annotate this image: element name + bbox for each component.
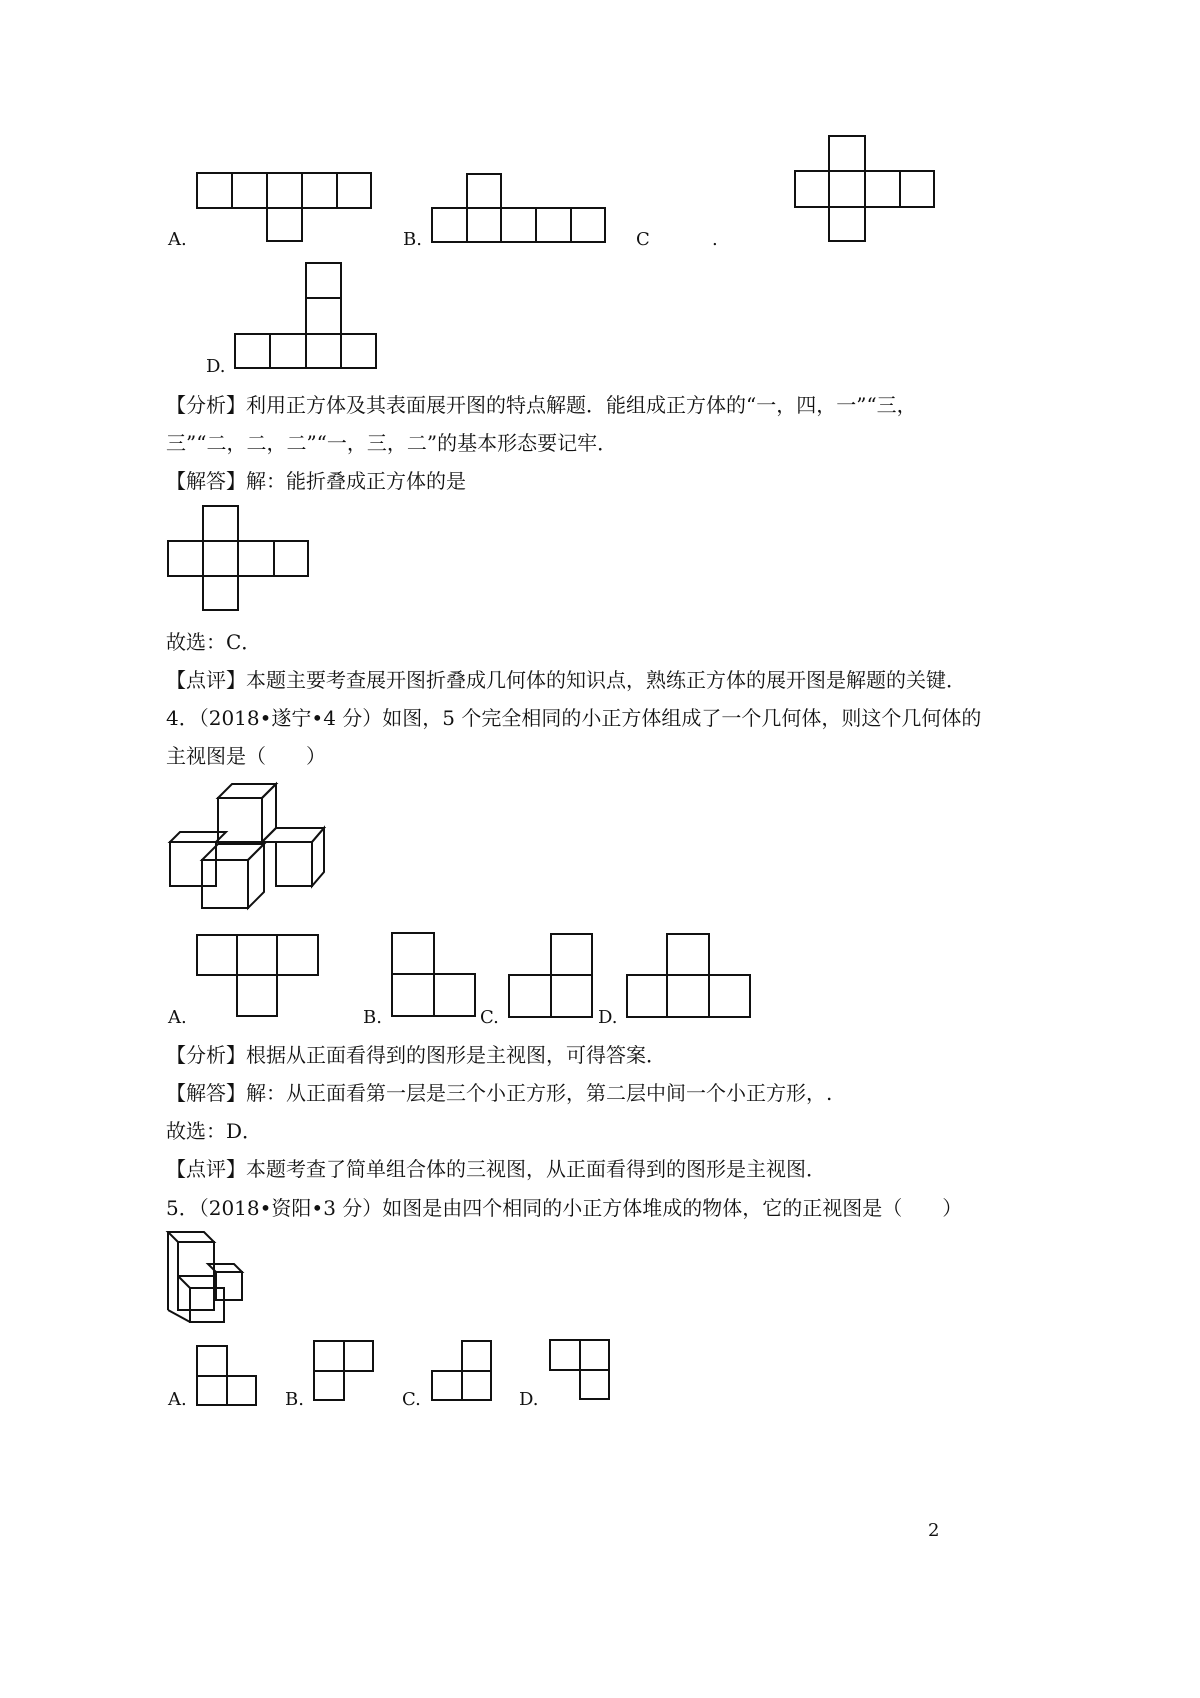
q3-analysis-cont: 三”“二，二，二”“一，三，二”的基本形态要记牢．	[166, 431, 618, 455]
q5-solid-figure	[166, 1230, 256, 1326]
q3-option-c-net	[794, 135, 940, 243]
q3-option-d-net	[234, 262, 378, 370]
q4-solution: 【解答】解：从正面看第一层是三个小正方形，第二层中间一个小正方形，.	[166, 1081, 833, 1105]
q3-option-a-label: A.	[168, 229, 187, 250]
q5-option-b-label: B.	[285, 1389, 304, 1410]
q5-option-c-label: C.	[402, 1389, 421, 1410]
q4-option-a-label: A.	[168, 1007, 187, 1028]
q3-option-c-label: C	[636, 229, 650, 250]
q4-stem: 4．（2018•遂宁•4 分）如图，5 个完全相同的小正方体组成了一个几何体，则这个几何体的	[166, 706, 982, 730]
q4-option-c-label: C.	[480, 1007, 499, 1028]
page-number: 2	[928, 1520, 940, 1541]
q3-option-a-net	[196, 172, 372, 242]
q4-option-c-view	[508, 933, 594, 1019]
q4-choose: 故选：D．	[166, 1119, 263, 1143]
q4-comment: 【点评】本题考查了简单组合体的三视图，从正面看得到的图形是主视图．	[166, 1157, 826, 1181]
q5-option-a-view	[196, 1345, 258, 1407]
q3-solution-net	[167, 505, 311, 613]
q3-option-d-label: D.	[206, 356, 226, 377]
q3-option-b-net	[431, 173, 607, 243]
q4-option-a-view	[196, 934, 320, 1018]
q5-stem: 5．（2018•资阳•3 分）如图是由四个相同的小正方体堆成的物体，它的正视图是（ ）	[166, 1196, 963, 1220]
q4-option-d-label: D.	[598, 1007, 618, 1028]
q4-solid-figure	[166, 780, 328, 914]
q4-stem-cont: 主视图是（ ）	[166, 744, 326, 768]
q4-option-d-view	[626, 933, 752, 1019]
q3-option-c-dot: .	[712, 229, 718, 250]
q5-option-d-view	[549, 1339, 611, 1401]
q3-analysis: 【分析】利用正方体及其表面展开图的特点解题．能组成正方体的“一，四，一”“三，	[166, 393, 917, 417]
q5-option-a-label: A.	[168, 1389, 187, 1410]
q4-option-b-view	[391, 932, 477, 1018]
q4-option-b-label: B.	[363, 1007, 382, 1028]
q5-option-c-view	[431, 1340, 493, 1402]
q4-analysis: 【分析】根据从正面看得到的图形是主视图，可得答案．	[166, 1043, 666, 1067]
q3-solution: 【解答】解：能折叠成正方体的是	[166, 469, 466, 493]
q3-option-b-label: B.	[403, 229, 422, 250]
q3-comment: 【点评】本题主要考查展开图折叠成几何体的知识点，熟练正方体的展开图是解题的关键．	[166, 668, 966, 692]
q3-choose: 故选：C．	[166, 630, 262, 654]
q5-option-b-view	[313, 1340, 375, 1402]
q5-option-d-label: D.	[519, 1389, 539, 1410]
